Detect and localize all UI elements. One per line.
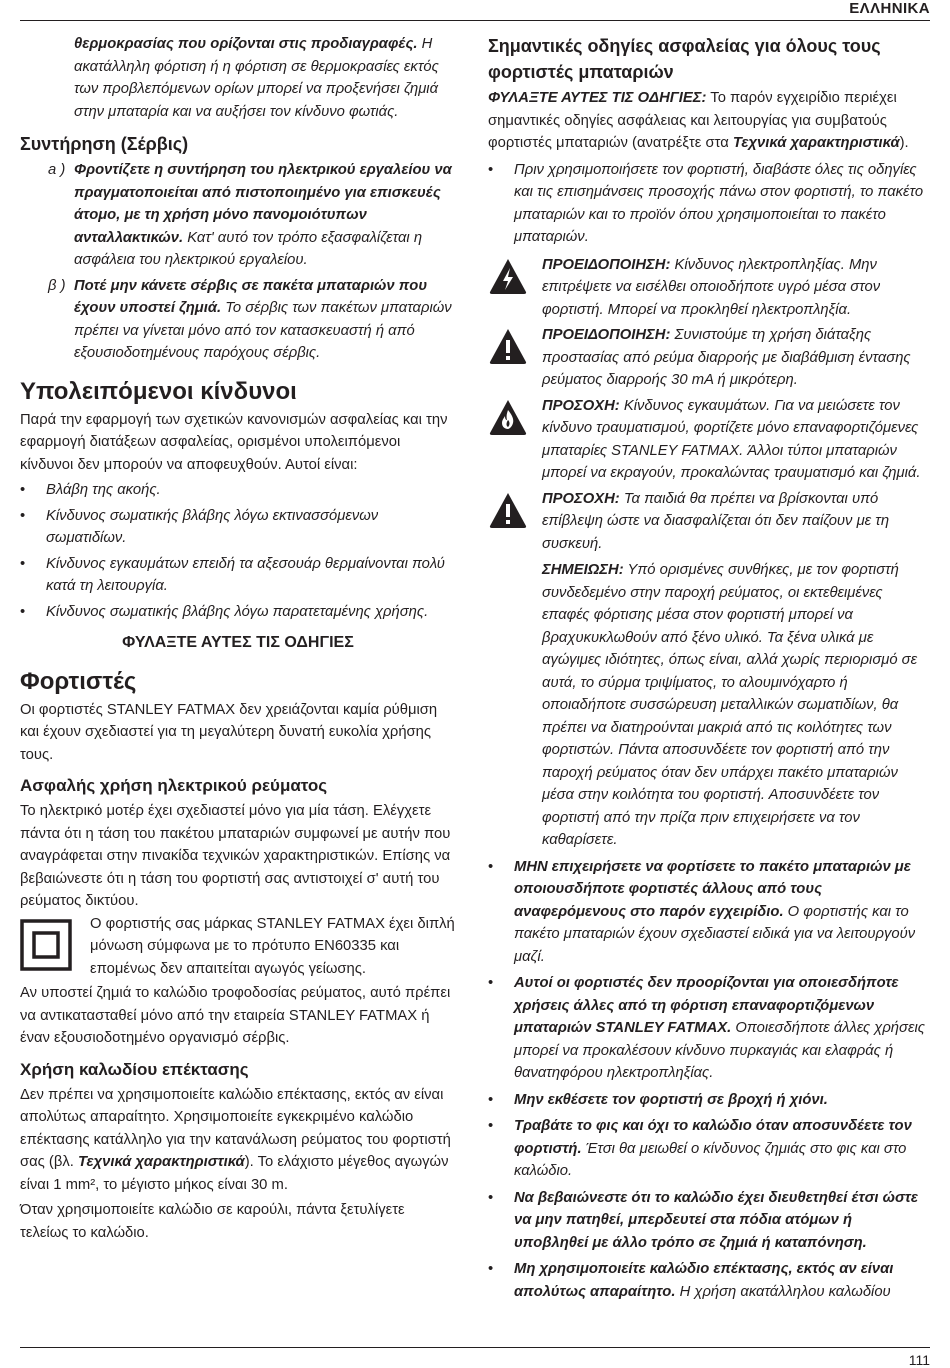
electric-shock-icon xyxy=(488,257,528,295)
service-item-a-rest: Κατ' αυτό τον τρόπο εξασφαλίζεται η ασφάλεια του ηλεκτρικού εργαλείου. xyxy=(74,229,423,268)
warning-rcd xyxy=(488,324,930,392)
extension-text-1: Δεν πρέπει να χρησιμοποιείτε καλώδιο επέκτασης, εκτός αν είναι απολύτως απαραίτητο. Χρησιμοποιείτε εγκεκριμένο καλώδιο επέκτασης κατάλληλο για την κατανάλωση ρεύματος του φορτιστή σας (βλ. xyxy=(20,1086,451,1170)
list-item xyxy=(488,972,930,1085)
language-header: ΕΛΛΗΝΙΚΑ xyxy=(849,0,930,17)
caution-label: ΠΡΟΣΟΧΗ: xyxy=(542,397,620,414)
caution-burns xyxy=(488,395,930,485)
right-column xyxy=(488,33,930,1303)
list-item: • Πριν χρησιμοποιήσετε τον φορτιστή, διαβάστε όλες τις οδηγίες και τις επισημάνσεις προσοχής πάνω στον φορτιστή, το πακέτο μπαταριών και το προϊόν όπου χρησιμοποιείται το πακέτο μπαταριών. xyxy=(488,159,930,249)
extension-text-ref: Τεχνικά χαρακτηριστικά xyxy=(78,1154,245,1170)
bottom-divider xyxy=(20,1347,930,1348)
note-text: Υπό ορισμένες συνθήκες, με τον φορτιστή συνδεδεμένο στην παροχή ρεύματος, οι εκτεθειμένες επαφές φόρτισης μέσα στον φορτιστή μπορεί να βραχυκυκλωθούν από ξένο υλικό. Τα ξένα υλικά με αγώγιμες ιδιότητες, όπως είναι, αλλά χωρίς περιορισμό σε αυτά, το σύρμα τριψίματος, το αλουμινόχαρτο ή οποιαδήποτε συσσώρευση μεταλλικών σωματιδίων, θα πρέπει να διατηρούνται μακριά από τις κοιλότητες των φορτιστών. Πάντα αποσυνδέετε τον φορτιστή από την παροχή ρεύματος όταν δεν υπάρχει πακέτο μπαταριών μέσα στην κοιλότητα του φορτιστή. Αποσυνδέετε τον φορτιστή από την πρίζα πριν επιχειρήσετε να τον καθαρίσετε. xyxy=(542,562,918,848)
caution-text: Κίνδυνος εγκαυμάτων. Για να μειώσετε τον κίνδυνο τραυματισμού, φορτίζετε μόνο επαναφορτιζόμενες μπαταρίες STANLEY FATMAX. Άλλοι τύποι μπαταριών μπορεί να εκραγούν, προκαλώντας τραυματισμό και ζημιά. xyxy=(542,397,921,481)
safety-intro-text: Το παρόν εγχειρίδιο περιέχει σημαντικές οδηγίες ασφάλειας και λειτουργίας για συμβατούς φορτιστές μπαταριών (ανατρέξτε στα xyxy=(488,90,897,151)
warning-icon xyxy=(488,327,528,365)
extension-cord-text xyxy=(20,1084,456,1197)
electrical-safety-text: Το ηλεκτρικό μοτέρ έχει σχεδιαστεί μόνο για μία τάση. Ελέγχετε πάντα ότι η τάση του πακέτου μπαταριών συμφωνεί με αυτήν που αναγράφεται στην πινακίδα τεχνικών χαρακτηριστικών. Επίσης να βεβαιώνεστε ότι η τάση του φορτιστή σας αντιστοιχεί σ' αυτή του ρεύματος δικτύου. xyxy=(20,803,451,909)
cable-damage-text: Αν υποστεί ζημιά το καλώδιο τροφοδοσίας ρεύματος, αυτό πρέπει να αντικατασταθεί μόνο από την εταιρεία STANLEY FATMAX ή έναν εξουσιοδοτημένο οργανισμό σέρβις. xyxy=(20,985,451,1046)
warning-icon xyxy=(488,491,528,529)
warning-text: Κίνδυνος ηλεκτροπληξίας. Μην επιτρέψετε να εισέλθει οποιοδήποτε υγρό μέσα στον φορτιστή. Μπορεί να προκληθεί ηλεκτροπληξία. xyxy=(542,256,881,318)
fire-icon xyxy=(488,398,528,436)
residual-risks-text: Παρά την εφαρμογή των σχετικών κανονισμών ασφαλείας και την εφαρμογή διατάξεων ασφαλείας, ορισμένοι υπολειπόμενοι κίνδυνοι δεν μπορούν να αποφευχθούν. Αυτοί είναι: xyxy=(20,411,448,473)
list-item-bold: ΜΗΝ επιχειρήσετε να φορτίσετε το πακέτο μπαταριών με οποιουσδήποτε φορτιστές άλλους από τους αναφερόμενους στο παρόν εγχειρίδιο. xyxy=(514,858,911,920)
service-item-b xyxy=(20,275,456,365)
list-item-bold: Μην εκθέσετε τον φορτιστή σε βροχή ή χιόνι. xyxy=(514,1091,828,1108)
safety-intro-bold: ΦΥΛΑΞΤΕ ΑΥΤΕΣ ΤΙΣ ΟΔΗΓΙΕΣ: xyxy=(488,90,707,106)
service-item-a-label: a ) xyxy=(48,162,66,178)
list-item xyxy=(488,856,930,969)
keep-instructions-heading: ΦΥΛΑΞΤΕ ΑΥΤΕΣ ΤΙΣ ΟΔΗΓΙΕΣ xyxy=(122,634,354,651)
list-item-bold: Τραβάτε το φις και όχι το καλώδιο όταν αποσυνδέετε τον φορτιστή. xyxy=(514,1118,912,1157)
chargers-heading: Φορτιστές xyxy=(20,667,137,695)
warning-electric-shock xyxy=(488,254,930,322)
read-instructions-list xyxy=(488,159,930,249)
list-item: • Βλάβη της ακοής. xyxy=(20,479,456,502)
safety-instructions-heading: Σημαντικές οδηγίες ασφαλείας για όλους τους φορτιστές μπαταριών xyxy=(488,36,881,82)
double-insulation-text: Ο φορτιστής σας μάρκας STANLEY FATMAX έχει διπλή μόνωση σύμφωνα με το πρότυπο EN60335 και επομένως δεν απαιτείται αγωγός γείωσης. xyxy=(90,915,455,977)
residual-risks-heading: Υπολειπόμενοι κίνδυνοι xyxy=(20,377,297,405)
service-item-b-rest: Το σέρβις των πακέτων μπαταριών πρέπει να γίνεται μόνο από τον κατασκευαστή ή από εξουσιοδοτημένους παρόχους σέρβις. xyxy=(74,300,452,361)
warning-label: ΠΡΟΕΙΔΟΠΟΙΗΣΗ: xyxy=(542,327,671,343)
intro-paragraph xyxy=(20,33,456,123)
list-item: • Κίνδυνος εγκαυμάτων επειδή τα αξεσουάρ θερμαίνονται πολύ κατά τη λειτουργία. xyxy=(20,553,456,598)
double-insulation-icon xyxy=(20,919,72,971)
note-paragraph xyxy=(488,559,930,852)
list-item xyxy=(488,1187,930,1255)
list-item-rest: Οποιεσδήποτε άλλες χρήσεις μπορεί να προκαλέσουν κίνδυνο πυρκαγιάς και ελαφράς ή θανατηφόρου ηλεκτροπληξίας. xyxy=(514,1020,925,1081)
caution-label: ΠΡΟΣΟΧΗ: xyxy=(542,490,620,507)
extension-cord-heading: Χρήση καλωδίου επέκτασης xyxy=(20,1059,249,1079)
list-item-rest: Ο φορτιστής και το πακέτο μπαταριών έχουν σχεδιαστεί ειδικά για να λειτουργούν μαζί. xyxy=(514,903,916,965)
list-item xyxy=(488,1089,930,1112)
list-item-bold: Αυτοί οι φορτιστές δεν προορίζονται για οποιεσδήποτε χρήσεις άλλες από τη φόρτιση επαναφορτιζόμενων μπαταριών STANLEY FATMAX. xyxy=(514,975,899,1036)
top-divider xyxy=(20,20,930,21)
intro-rest: Η ακατάλληλη φόρτιση ή η φόρτιση σε θερμοκρασίες εκτός των προβλεπόμενων ορίων μπορεί να προξενήσει ζημιά στην μπαταρία και να αυξήσει τον κίνδυνο φωτιάς. xyxy=(74,36,439,120)
service-item-a-bold: Φροντίζετε η συντήρηση του ηλεκτρικού εργαλείου να πραγματοποιείται από πιστοποιημένο για επισκευές άτομο, με τη χρήση μόνο πανομοιότυπων ανταλλακτικών. xyxy=(74,162,452,246)
caution-text: Τα παιδιά θα πρέπει να βρίσκονται υπό επίβλεψη ώστε να διασφαλίζεται ότι δεν παίζουν με τη συσκευή. xyxy=(542,490,890,552)
list-item: • Κίνδυνος σωματικής βλάβης λόγω εκτινασσόμενων σωματιδίων. xyxy=(20,505,456,550)
safety-intro-end: ). xyxy=(899,135,909,151)
page-number: 111 xyxy=(908,1352,930,1368)
list-item-rest: Η χρήση ακατάλληλου καλωδίου xyxy=(675,1283,891,1300)
electrical-safety-heading: Ασφαλής χρήση ηλεκτρικού ρεύματος xyxy=(20,776,328,795)
left-column xyxy=(20,33,456,1244)
residual-risks-list xyxy=(20,479,456,623)
list-item xyxy=(488,1258,930,1303)
list-item: • Κίνδυνος σωματικής βλάβης λόγω παρατεταμένης χρήσης. xyxy=(20,601,456,624)
safety-intro xyxy=(488,87,930,155)
warning-text: Συνιστούμε τη χρήση διάταξης προστασίας από ρεύμα διαρροής με διαβάθμιση έντασης ρεύματος διαρροής 30 mA ή μικρότερη. xyxy=(542,327,911,388)
warning-label: ΠΡΟΕΙΔΟΠΟΙΗΣΗ: xyxy=(542,256,671,273)
chargers-text: Οι φορτιστές STANLEY FATMAX δεν χρειάζονται καμία ρύθμιση και έχουν σχεδιαστεί για τη μεγαλύτερη δυνατή ευκολία χρήσης τους. xyxy=(20,701,438,763)
service-item-b-label: β ) xyxy=(48,277,66,294)
list-item xyxy=(488,1115,930,1183)
list-item-bold: Να βεβαιώνεστε ότι το καλώδιο έχει διευθετηθεί έτσι ώστε να μην πατηθεί, μπερδευτεί στα πόδια ατόμων ή υποβληθεί με άλλο τρόπο σε ζημιά ή καταπόνηση. xyxy=(514,1189,918,1251)
caution-children xyxy=(488,488,930,556)
double-insulation-block xyxy=(20,913,456,981)
cable-reel-text: Όταν χρησιμοποιείτε καλώδιο σε καρούλι, πάντα ξετυλίγετε τελείως το καλώδιο. xyxy=(20,1202,405,1241)
list-item-bold: Μη χρησιμοποιείτε καλώδιο επέκτασης, εκτός αν είναι απολύτως απαραίτητο. xyxy=(514,1261,894,1300)
safety-intro-ref: Τεχνικά χαρακτηριστικά xyxy=(732,135,900,151)
extension-text-2: ). Το ελάχιστο μέγεθος αγωγών είναι 1 mm², το μέγιστο μήκος είναι 30 m. xyxy=(20,1154,449,1193)
intro-bold: θερμοκρασίας που ορίζονται στις προδιαγραφές. xyxy=(74,36,418,52)
charger-safety-list xyxy=(488,856,930,1304)
service-heading: Συντήρηση (Σέρβις) xyxy=(20,134,189,154)
note-label: ΣΗΜΕΙΩΣΗ: xyxy=(542,562,624,578)
service-item-a xyxy=(20,159,456,272)
service-item-b-bold: Ποτέ μην κάνετε σέρβις σε πακέτα μπαταριών που έχουν υποστεί ζημιά. xyxy=(74,277,428,316)
list-item-rest: Έτσι θα μειωθεί ο κίνδυνος ζημιάς στο φις και στο καλώδιο. xyxy=(514,1140,907,1179)
